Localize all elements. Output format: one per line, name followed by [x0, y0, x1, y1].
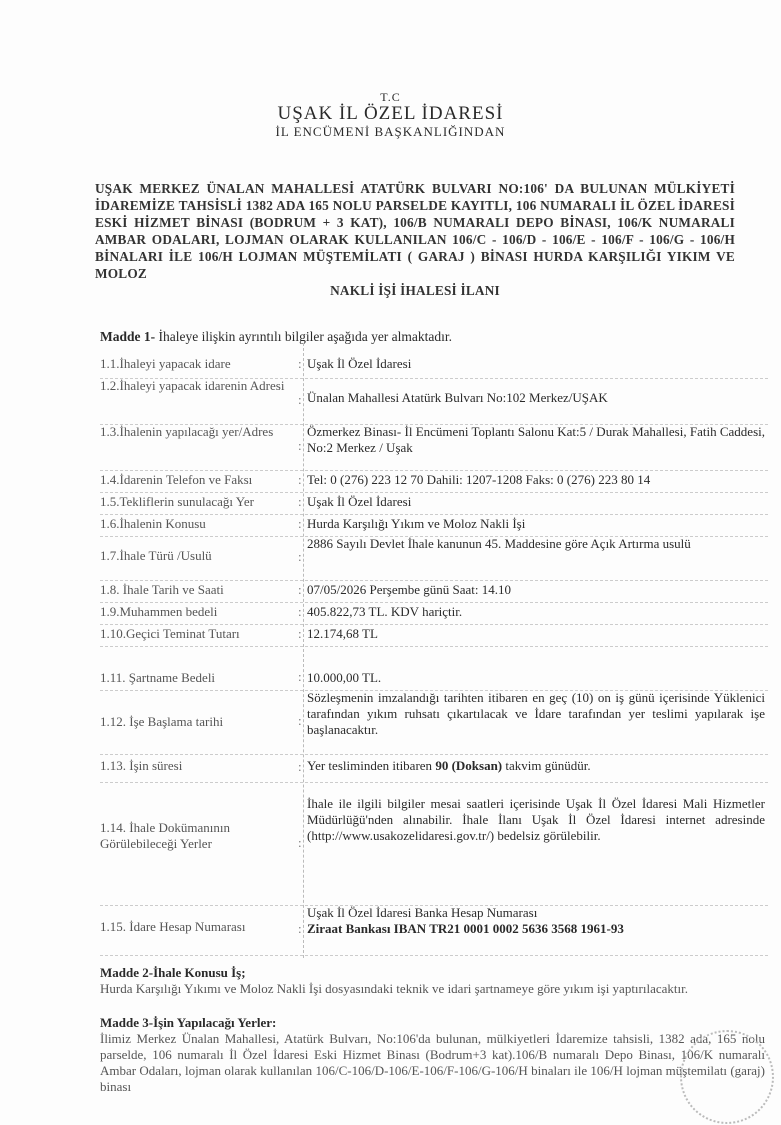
row-label: 1.13. İşin süresi — [100, 758, 183, 773]
madde-2-heading: Madde 2-İhale Konusu İş; — [100, 965, 246, 980]
row-value-cell — [307, 424, 765, 456]
table-row — [100, 624, 768, 647]
row-value: 2886 Sayılı Devlet İhale kanunun 45. Maddesine göre Açık Artırma usulü — [307, 536, 691, 551]
row-colon: : — [298, 472, 302, 487]
row-value-bold: Ziraat Bankası IBAN TR21 0001 0002 5636 3568 1961-93 — [307, 921, 624, 936]
row-value-cell — [307, 582, 765, 598]
row-label: 1.3.İhalenin yapılacağı yer/Adres — [100, 424, 274, 439]
table-row — [100, 580, 768, 603]
table-row — [100, 905, 768, 956]
row-label: 1.8. İhale Tarih ve Saati — [100, 582, 224, 597]
row-value-cell — [307, 604, 765, 620]
row-value-part: takvim günüdür. — [502, 758, 591, 773]
row-value-cell — [307, 516, 765, 532]
row-value-cell — [307, 670, 765, 686]
row-label: 1.1.İhaleyi yapacak idare — [100, 356, 231, 371]
row-value-cell — [307, 758, 765, 774]
row-label: 1.4.İdarenin Telefon ve Faksı — [100, 472, 253, 487]
row-value: Özmerkez Binası- İl Encümeni Toplantı Salonu Kat:5 / Durak Mahallesi, Fatih Caddesi, No:2 Merkez / Uşak — [307, 424, 765, 455]
row-colon: : — [298, 626, 302, 641]
table-row — [100, 754, 768, 783]
row-colon: : — [298, 392, 302, 407]
table-row — [100, 352, 768, 379]
header-institution: UŞAK İL ÖZEL İDARESİ — [277, 103, 504, 124]
madde-2 — [100, 965, 765, 997]
madde-2-text: Hurda Karşılığı Yıkımı ve Moloz Nakli İşi dosyasındaki teknik ve idari şartnameye göre yıkım işi yaptırılacaktır. — [100, 981, 688, 996]
row-label: 1.9.Muhammen bedeli — [100, 604, 218, 619]
header-department: İL ENCÜMENİ BAŞKANLIĞINDAN — [275, 124, 506, 139]
row-colon: : — [298, 494, 302, 509]
madde-3-heading: Madde 3-İşin Yapılacağı Yerler: — [100, 1015, 277, 1030]
row-value: Ünalan Mahallesi Atatürk Bulvarı No:102 Merkez/UŞAK — [307, 390, 608, 405]
row-colon: : — [298, 604, 302, 619]
row-value: Uşak İl Özel İdaresi Banka Hesap Numarası — [307, 905, 538, 920]
row-value: 10.000,00 TL. — [307, 670, 382, 685]
table-row — [100, 690, 768, 755]
table-row — [100, 378, 768, 425]
row-colon: : — [298, 438, 302, 453]
row-value-cell — [307, 472, 765, 488]
row-value-cell — [307, 356, 765, 372]
row-value-part: Yer tesliminden itibaren — [307, 758, 436, 773]
row-colon: : — [298, 549, 302, 564]
row-colon: : — [298, 759, 302, 774]
announcement-title — [95, 180, 735, 299]
row-colon: : — [298, 669, 302, 684]
row-label: 1.6.İhalenin Konusu — [100, 516, 206, 531]
official-seal-stamp — [680, 1030, 774, 1124]
row-value-cell — [307, 690, 765, 738]
row-label: 1.11. Şartname Bedeli — [100, 670, 216, 685]
row-label: 1.14. İhale Dokümanının Görülebileceği Yerler — [100, 820, 230, 851]
row-label: 1.15. İdare Hesap Numarası — [100, 919, 246, 934]
row-value-cell — [307, 796, 765, 844]
row-value: 07/05/2026 Perşembe günü Saat: 14.10 — [307, 582, 512, 597]
row-value-bold: 90 (Doksan) — [435, 758, 503, 773]
row-colon: : — [298, 516, 302, 531]
table-row — [100, 514, 768, 537]
row-value: İhale ile ilgili bilgiler mesai saatleri içerisinde Uşak İl Özel İdaresi Mali Hizmetler Müdürlüğü'nden alınabilir. İhale İlanı Uşak İl Özel İdaresi internet adresinde (http://www.usakozelidaresi.gov.tr/) bedelsiz görülebilir. — [307, 796, 765, 843]
table-row — [100, 536, 768, 581]
row-value-cell — [307, 494, 765, 510]
row-value: Sözleşmenin imzalandığı tarihten itibaren en geç (10) on iş günü içerisinde Yüklenici tarafından yıkım ruhsatı çıkartılacak ve İdare tarafından yer teslimi yapılarak işe başlanacaktır. — [307, 690, 765, 737]
row-value: Uşak İl Özel İdaresi — [307, 494, 412, 509]
row-value-cell — [307, 626, 765, 642]
table-row — [100, 492, 768, 515]
row-value-cell — [307, 905, 765, 937]
row-value-cell — [307, 536, 765, 552]
row-label: 1.7.İhale Türü /Usulü — [100, 548, 212, 563]
row-label: 1.12. İşe Başlama tarihi — [100, 714, 224, 729]
madde-3-text: İlimiz Merkez Ünalan Mahallesi, Atatürk Bulvarı, No:106'da bulunan, mülkiyetleri İdaremize tahsisli, 1382 ada, 165 nolu parselde, 106 numaralı İl Özel İdaresi Eski Hizmet Binası (Bodrum+3 kat).106/B numaralı Depo Binası, 106/K numaralı Ambar Odaları, lojman olarak kullanılan 106/C-106/D-106/E-106/F-106/G-106/H binaları ile 106/H lojman müştemilatı (garaj) binası — [100, 1031, 765, 1094]
row-value: Tel: 0 (276) 223 12 70 Dahili: 1207-1208 Faks: 0 (276) 223 80 14 — [307, 472, 651, 487]
row-colon: : — [298, 713, 302, 728]
madde-1 — [100, 329, 452, 345]
row-colon: : — [298, 356, 302, 371]
row-colon: : — [298, 921, 302, 936]
table-row — [100, 470, 768, 493]
row-value: 12.174,68 TL — [307, 626, 378, 641]
row-value: 405.822,73 TL. KDV hariçtir. — [307, 604, 463, 619]
header-tc: T.C — [380, 90, 401, 104]
row-colon: : — [298, 834, 302, 850]
row-colon: : — [298, 582, 302, 597]
row-label: 1.5.Tekliflerin sunulacağı Yer — [100, 494, 254, 509]
title-last-line: NAKLİ İŞİ İHALESİ İLANI — [330, 283, 500, 298]
madde-1-heading: Madde 1- — [100, 329, 156, 344]
table-row — [100, 424, 768, 471]
row-value-cell — [307, 390, 765, 406]
table-row — [100, 666, 768, 691]
table-row — [100, 782, 768, 906]
row-value: Uşak İl Özel İdaresi — [307, 356, 412, 371]
row-label: 1.2.İhaleyi yapacak idarenin Adresi — [100, 378, 285, 393]
title-body: UŞAK MERKEZ ÜNALAN MAHALLESİ ATATÜRK BULVARI NO:106' DA BULUNAN MÜLKİYETİ İDAREMİZE TAHSİSLİ 1382 ADA 165 NOLU PARSELDE KAYITLI, 106 NUMARALI İL ÖZEL İDARESİ ESKİ HİZMET BİNASI (BODRUM + 3 KAT), 106/B NUMARALI DEPO BİNASI, 106/K NUMARALI AMBAR ODALARI, LOJMAN OLARAK KULLANILAN 106/C - 106/D - 106/E - 106/F - 106/G - 106/H BİNALARI İLE 106/H LOJMAN MÜŞTEMİLATI ( GARAJ ) BİNASI HURDA KARŞILIĞI YIKIM VE MOLOZ — [95, 181, 735, 281]
row-value: Hurda Karşılığı Yıkım ve Moloz Nakli İşi — [307, 516, 526, 531]
table-row — [100, 602, 768, 625]
madde-1-text: İhaleye ilişkin ayrıntılı bilgiler aşağıda yer almaktadır. — [155, 329, 453, 344]
row-label: 1.10.Geçici Teminat Tutarı — [100, 626, 240, 641]
madde-3 — [100, 1015, 765, 1095]
